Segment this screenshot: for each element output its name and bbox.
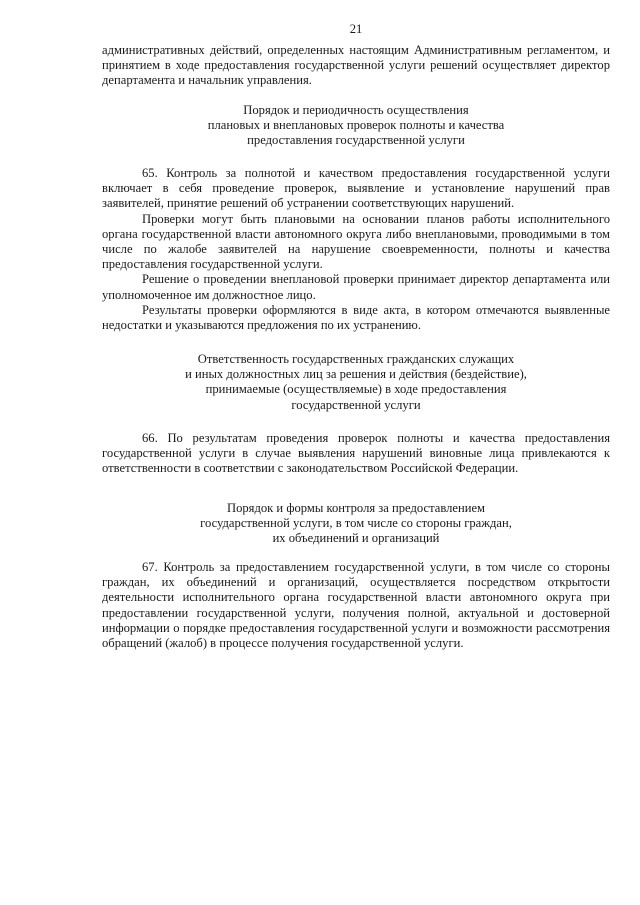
intro-paragraph-block bbox=[102, 43, 610, 89]
paragraph-inspections-types: Проверки могут быть плановыми на основании планов работы исполнительного органа государственной власти автономного округа либо внеплановыми, проводимыми в том числе по жалобе заявителей на нарушение своевременности, полноты и качества предоставления государственной услуги. bbox=[102, 211, 610, 272]
section2-heading-line: принимаемые (осуществляемые) в ходе предоставления bbox=[205, 382, 507, 397]
section3-heading-line: государственной услуги, в том числе со стороны граждан, bbox=[200, 516, 512, 531]
section2-heading-line: и иных должностных лиц за решения и действия (бездействие), bbox=[185, 367, 527, 382]
section1-heading bbox=[102, 103, 610, 149]
intro-paragraph: административных действий, определенных настоящим Административным регламентом, и принятием в ходе предоставления государственной услуги решений осуществляет директор департамента и начальник управления. bbox=[102, 43, 610, 88]
section2-heading bbox=[102, 352, 610, 413]
section2-body bbox=[102, 431, 610, 477]
paragraph-65: 65. Контроль за полнотой и качеством предоставления государственной услуги включает в себя проведение проверок, выявление и установление нарушений прав заявителей, принятие решений об устранении соответствующих нарушений. bbox=[102, 166, 610, 211]
paragraph-66: 66. По результатам проведения проверок полноты и качества предоставления государственной услуги в случае выявления нарушений виновные лица привлекаются к ответственности в соответствии с законодательством Российской Федерации. bbox=[102, 431, 610, 476]
section1-heading-line: плановых и внеплановых проверок полноты и качества bbox=[207, 118, 505, 133]
section3-heading-line: Порядок и формы контроля за предоставлением bbox=[226, 501, 486, 515]
section2-heading-line: Ответственность государственных гражданских служащих bbox=[197, 352, 515, 366]
section2-heading-line: государственной услуги bbox=[291, 397, 421, 412]
paragraph-inspection-results: Результаты проверки оформляются в виде акта, в котором отмечаются выявленные недостатки и указываются предложения по их устранению. bbox=[102, 302, 610, 333]
section3-heading-line: их объединений и организаций bbox=[272, 531, 440, 546]
section1-body bbox=[102, 166, 610, 333]
section1-heading-line: предоставления государственной услуги bbox=[247, 133, 465, 148]
paragraph-67: 67. Контроль за предоставлением государственной услуги, в том числе со стороны граждан, их объединений и организаций, осуществляется посредством открытости деятельности исполнительного органа государственной власти автономного округа при предоставлении государственной услуги, получения полной, актуальной и достоверной информации о порядке предоставления государственной услуги и возможности рассмотрения обращений (жалоб) в процессе получения государственной услуги. bbox=[102, 560, 610, 651]
page-number: 21 bbox=[349, 22, 363, 36]
paragraph-inspection-decision: Решение о проведении внеплановой проверки принимает директор департамента или уполномоченное им должностное лицо. bbox=[102, 272, 610, 302]
section1-heading-line: Порядок и периодичность осуществления bbox=[243, 103, 469, 117]
section3-body bbox=[102, 560, 610, 651]
section3-heading bbox=[102, 501, 610, 547]
